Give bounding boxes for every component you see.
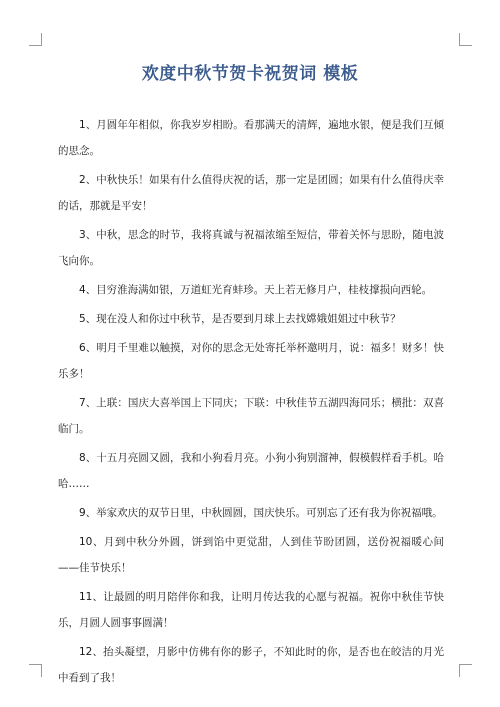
crop-mark-top-right [459, 33, 472, 46]
document-body [58, 112, 444, 694]
paragraph-3: 3、中秋，思念的时节，我将真诚与祝福浓缩至短信，带着关怀与思盼，随电波飞向你。 [58, 229, 444, 267]
paragraph-11: 11、让最圆的明月陪伴你和我，让明月传达我的心愿与祝福。祝你中秋佳节快乐，月圆人圆事事圆满！ [58, 591, 444, 629]
paragraph-5: 5、现在没人和你过中秋节，是否要到月球上去找嫦娥姐姐过中秋节？ [79, 313, 401, 325]
crop-mark-top-left [29, 33, 42, 46]
paragraph-2: 2、中秋快乐！如果有什么值得庆祝的话，那一定是团圆；如果有什么值得庆幸的话，那就是平安！ [58, 174, 444, 212]
paragraph-1: 1、月圆年年相似，你我岁岁相盼。看那满天的清辉，遍地水银，便是我们互倾的思念。 [58, 119, 444, 157]
paragraph-6: 6、明月千里难以触摸，对你的思念无处寄托举杯邀明月，说：福多！财多！快乐多！ [58, 342, 444, 380]
crop-mark-bottom-left [29, 664, 42, 677]
paragraph-12: 12、抬头凝望，月影中仿佛有你的影子，不知此时的你，是否也在皎洁的月光中看到了我！ [58, 646, 444, 684]
paragraph-7: 7、上联：国庆大喜举国上下同庆；下联：中秋佳节五湖四海同乐；横批：双喜临门。 [58, 397, 444, 435]
crop-mark-bottom-right [459, 664, 472, 677]
paragraph-9: 9、举家欢庆的双节日里，中秋圆圆，国庆快乐。可别忘了还有我为你祝福哦。 [79, 507, 443, 519]
paragraph-4: 4、目穷淮海满如银，万道虹光育蚌珍。天上若无修月户，桂枝撑损向西轮。 [79, 284, 433, 296]
document-title: 欢度中秋节贺卡祝贺词 模板 [141, 64, 359, 84]
paragraph-10: 10、月到中秋分外圆，饼到馅中更觉甜，人到佳节盼团圆，送份祝福暖心间——佳节快乐！ [58, 536, 444, 574]
paragraph-8: 8、十五月亮圆又圆，我和小狗看月亮。小狗小狗别溜神，假模假样看手机。哈哈…… [58, 452, 444, 490]
